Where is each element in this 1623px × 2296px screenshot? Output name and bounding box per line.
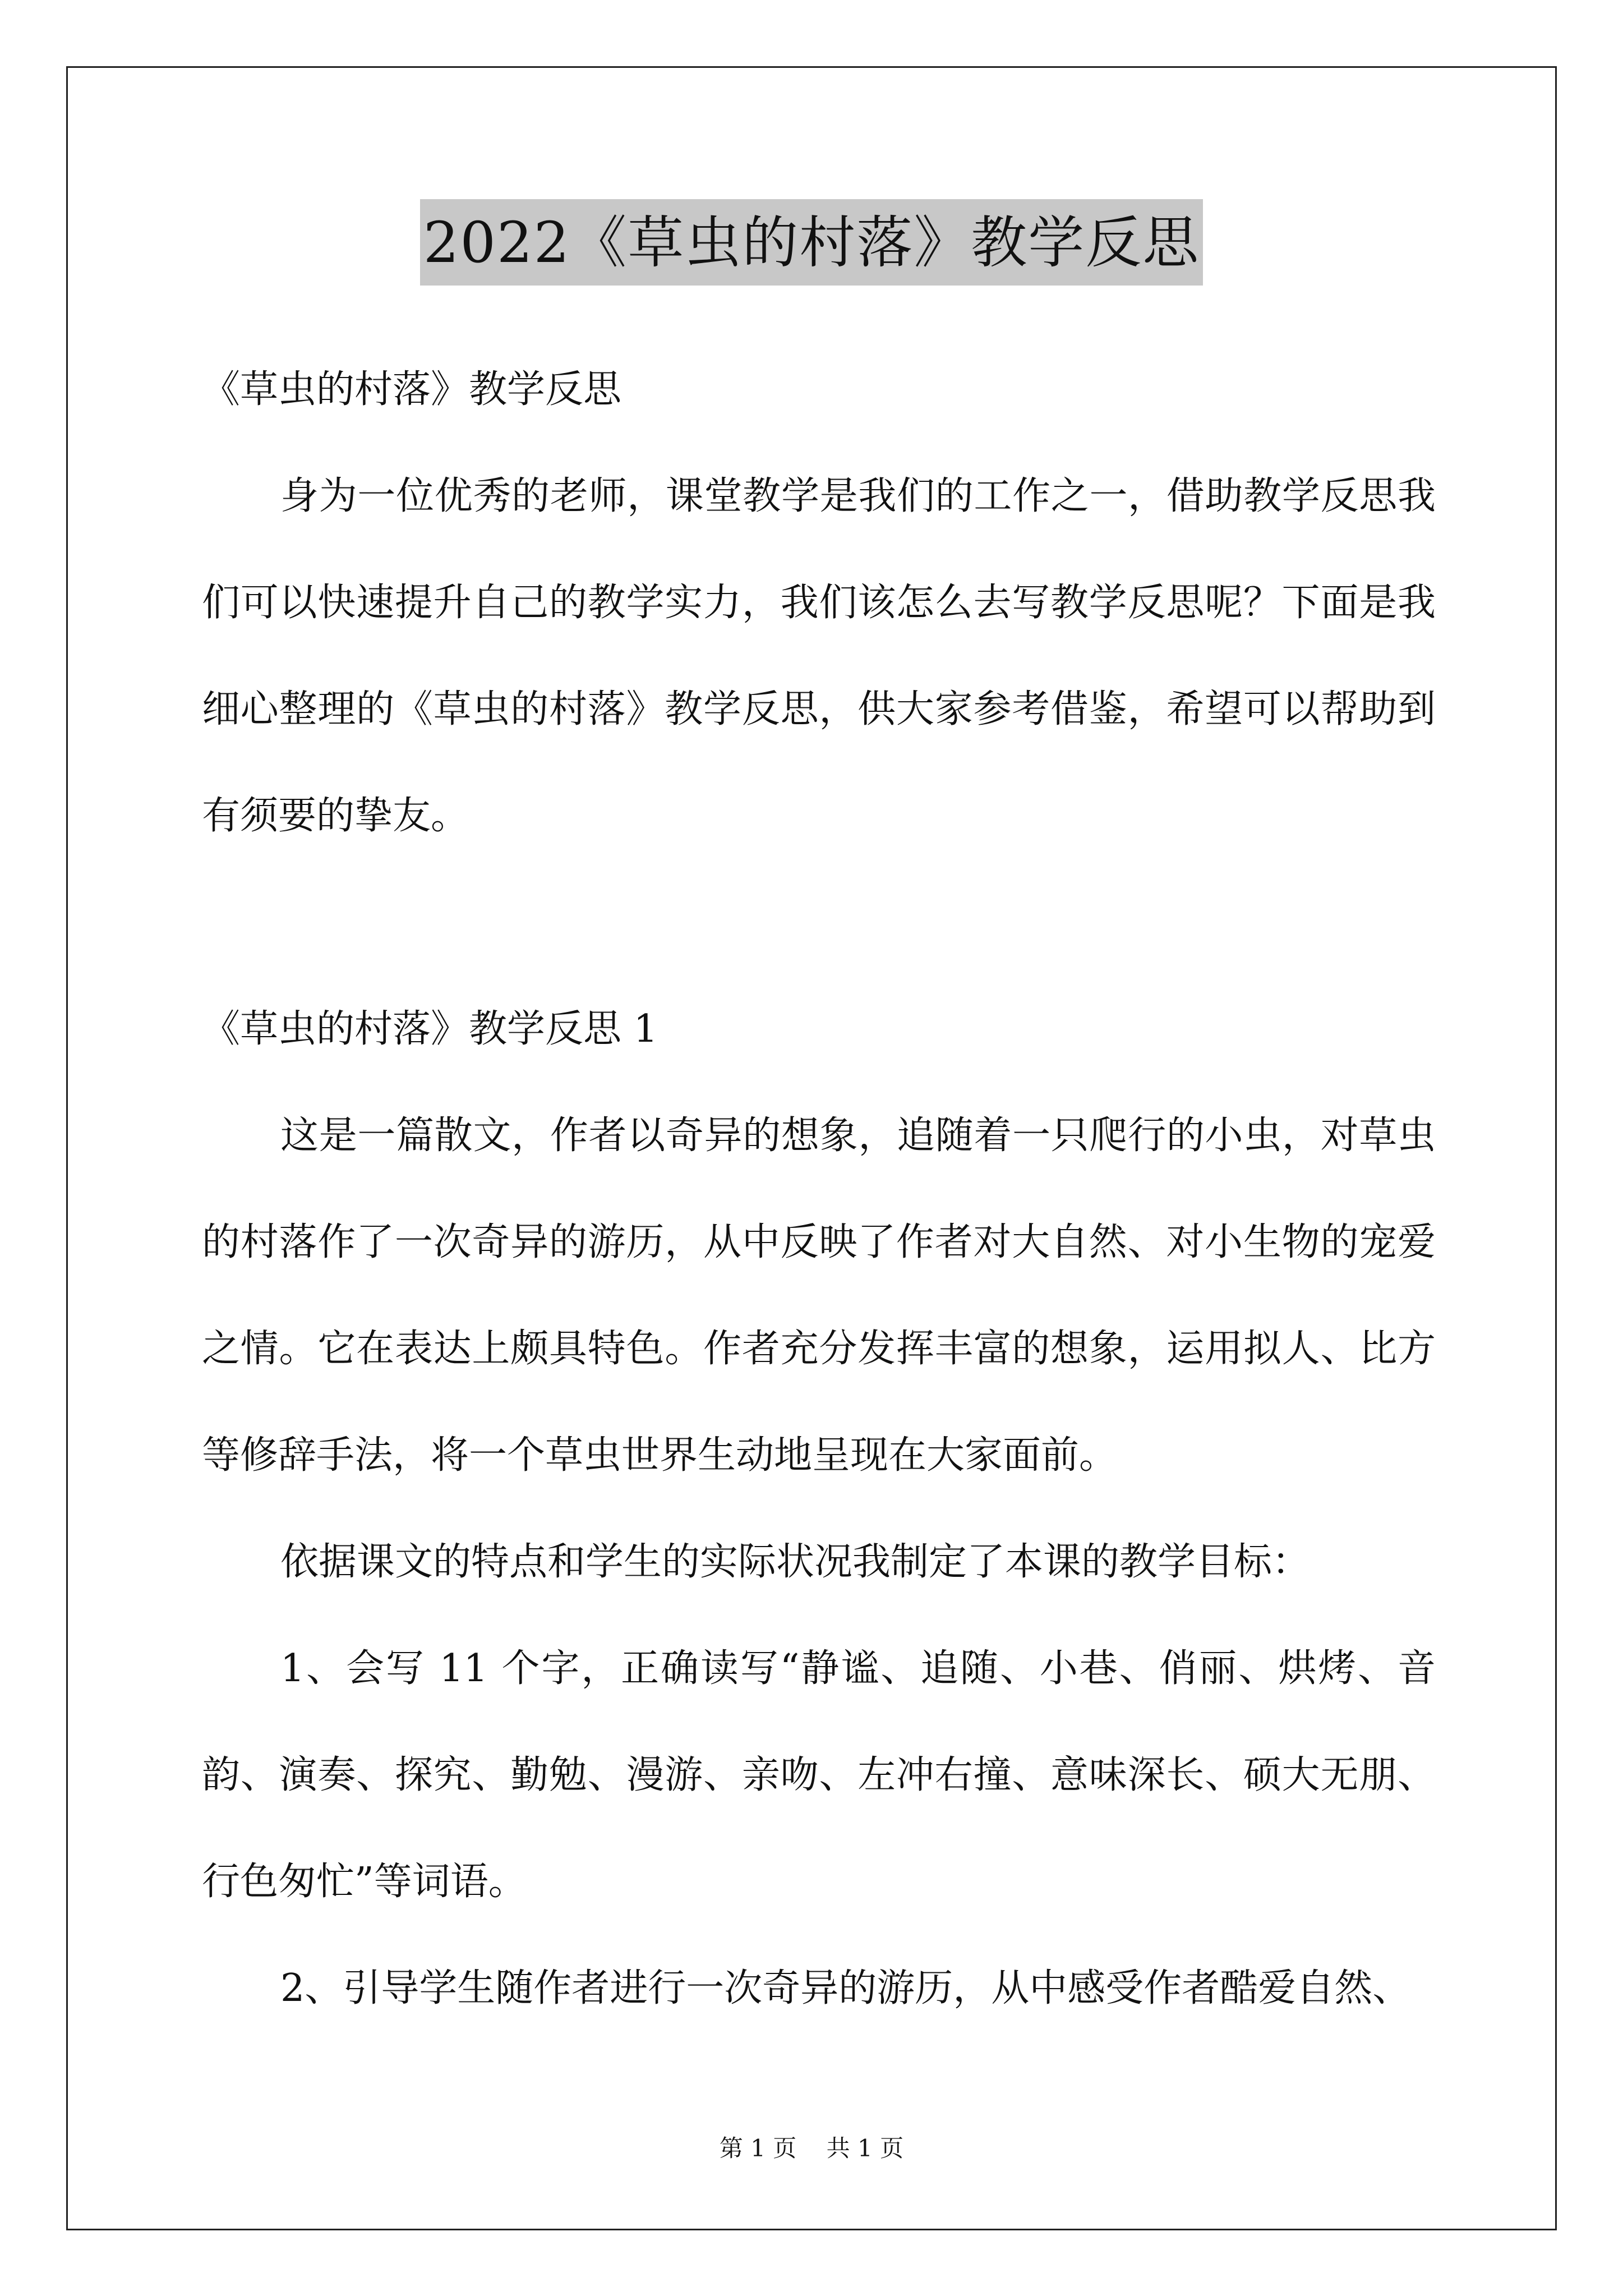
title-container <box>0 199 1623 286</box>
page-number: 第 1 页 <box>719 2134 797 2162</box>
page-total: 共 1 页 <box>826 2134 904 2162</box>
page-footer <box>0 2132 1623 2165</box>
section-heading: 《草虫的村落》教学反思 1 <box>202 1007 658 1051</box>
section-spacer <box>202 869 1436 976</box>
body-paragraph: 这是一篇散文，作者以奇异的想象，追随着一只爬行的小虫，对草虫的村落作了一次奇异的游历，从中反映了作者对大自然、对小生物的宠爱之情。它在表达上颇具特色。作者充分发挥丰富的想象，运用拟人、比方等修辞手法，将一个草虫世界生动地呈现在大家面前。 <box>202 1114 1436 1478</box>
body-paragraph: 1、会写 11 个字，正确读写“静谧、追随、小巷、俏丽、烘烤、音韵、演奏、探究、勤勉、漫游、亲吻、左冲右撞、意味深长、硕大无朋、行色匆忙”等词语。 <box>202 1646 1436 1904</box>
body-paragraph: 2、引导学生随作者进行一次奇异的游历，从中感受作者酷爱自然、 <box>280 1966 1411 2010</box>
document-subtitle: 《草虫的村落》教学反思 <box>202 367 622 412</box>
document-title: 2022《草虫的村落》教学反思 <box>420 199 1204 286</box>
body-paragraph: 依据课文的特点和学生的实际状况我制定了本课的教学目标： <box>280 1540 1311 1584</box>
document-body <box>202 337 1436 2042</box>
intro-paragraph: 身为一位优秀的老师，课堂教学是我们的工作之一，借助教学反思我们可以快速提升自己的教学实力，我们该怎么去写教学反思呢？下面是我细心整理的《草虫的村落》教学反思，供大家参考借鉴，希望可以帮助到有须要的挚友。 <box>202 474 1436 838</box>
